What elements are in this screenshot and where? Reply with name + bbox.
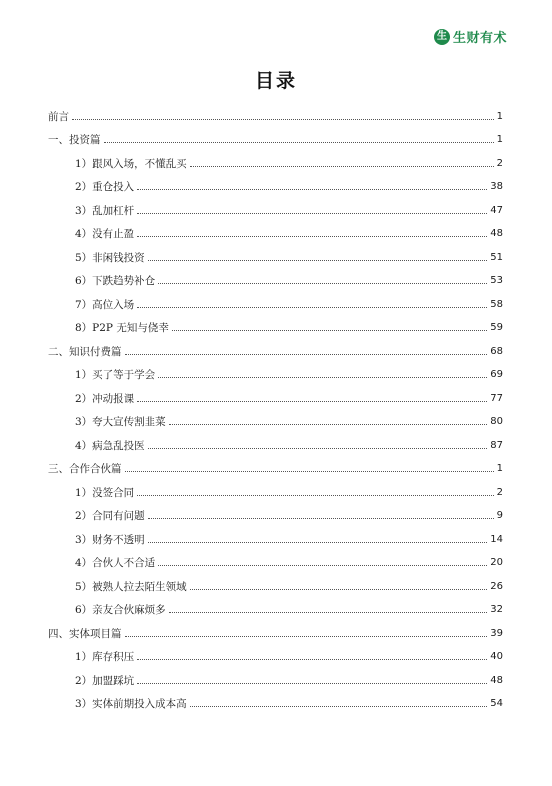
toc-subsection-entry[interactable] [48,241,503,265]
toc-dot-leader [137,213,487,214]
toc-subsection-entry[interactable] [48,312,503,336]
toc-dot-leader [148,542,488,543]
toc-subsection-entry[interactable] [48,171,503,195]
toc-entry-label: 1）跟风入场，不懂乱买 [75,157,187,170]
toc-entry-label: 2）加盟踩坑 [75,674,135,687]
toc-dot-leader [137,189,487,190]
toc-entry-page-number: 69 [490,369,503,380]
toc-entry-page-number: 53 [490,275,503,286]
toc-entry-page-number: 1 [496,463,503,474]
toc-subsection-entry[interactable] [48,547,503,571]
toc-subsection-entry[interactable] [48,429,503,453]
toc-section-entry[interactable] [48,124,503,148]
toc-subsection-entry[interactable] [48,476,503,500]
toc-section-entry[interactable] [48,453,503,477]
toc-subsection-entry[interactable] [48,688,503,712]
toc-subsection-entry[interactable] [48,406,503,430]
toc-entry-page-number: 68 [490,345,503,357]
toc-entry-label: 6）下跌趋势补仓 [75,275,156,287]
toc-entry-label: 3）夸大宣传割韭菜 [75,416,166,428]
toc-entry-page-number: 20 [490,557,503,568]
toc-entry-label: 4）合伙人不合适 [75,557,156,569]
toc-entry-page-number: 1 [496,134,503,145]
toc-subsection-entry[interactable] [48,523,503,547]
toc-dot-leader [190,166,494,167]
toc-entry-label: 5）被熟人拉去陌生领域 [75,580,187,593]
toc-entry-label: 1）没签合同 [75,486,135,499]
toc-entry-page-number: 87 [490,439,503,451]
toc-entry-label: 一、投资篇 [48,134,101,146]
toc-dot-leader [104,142,494,143]
toc-dot-leader [148,518,494,519]
toc-entry-label: 四、实体项目篇 [48,627,122,640]
toc-subsection-entry[interactable] [48,500,503,524]
toc-entry-page-number: 39 [490,627,503,639]
toc-dot-leader [190,706,488,707]
toc-entry-label: 3）财务不透明 [75,533,145,546]
toc-entry-page-number: 9 [496,510,503,521]
toc-entry-label: 8）P2P 无知与侥幸 [75,322,169,334]
toc-entry-label: 二、知识付费篇 [48,345,122,358]
toc-subsection-entry[interactable] [48,218,503,242]
toc-section-entry[interactable] [48,617,503,641]
toc-entry-page-number: 32 [490,604,503,615]
toc-dot-leader [190,589,488,590]
toc-dot-leader [158,565,487,566]
toc-entry-page-number: 54 [490,698,503,709]
brand-logo [434,27,507,46]
toc-entry-label: 2）冲动报课 [75,392,135,405]
toc-subsection-entry[interactable] [48,570,503,594]
toc-subsection-entry[interactable] [48,664,503,688]
toc-subsection-entry[interactable] [48,382,503,406]
toc-entry-label: 三、合作合伙篇 [48,463,122,475]
toc-dot-leader [158,283,487,284]
toc-entry-label: 7）高位入场 [75,298,135,311]
toc-entry-label: 1）库存积压 [75,651,135,663]
toc-dot-leader [125,354,488,355]
toc-subsection-entry[interactable] [48,359,503,383]
toc-entry-page-number: 48 [490,674,503,686]
toc-dot-leader [172,330,487,331]
toc-dot-leader [137,307,487,308]
toc-entry-page-number: 47 [490,204,503,216]
table-of-contents [48,100,503,711]
brand-mark-icon: 生 [434,29,450,45]
toc-dot-leader [148,448,488,449]
toc-dot-leader [72,119,494,120]
toc-entry-page-number: 77 [490,392,503,404]
toc-entry-page-number: 59 [490,322,503,333]
toc-entry-page-number: 1 [496,110,503,122]
toc-entry-page-number: 14 [490,533,503,545]
toc-dot-leader [137,659,487,660]
toc-entry-label: 3）实体前期投入成本高 [75,698,187,710]
toc-entry-page-number: 40 [490,651,503,662]
toc-section-entry[interactable] [48,335,503,359]
toc-entry-page-number: 2 [496,486,503,498]
page-title: 目录 [254,70,297,92]
toc-dot-leader [137,236,487,237]
toc-dot-leader [169,424,488,425]
toc-dot-leader [125,471,494,472]
toc-entry-label: 前言 [48,110,69,123]
toc-section-entry[interactable] [48,100,503,124]
toc-entry-label: 5）非闲钱投资 [75,251,145,264]
toc-dot-leader [137,495,493,496]
toc-dot-leader [125,636,488,637]
toc-subsection-entry[interactable] [48,594,503,618]
toc-entry-page-number: 51 [490,251,503,263]
toc-entry-label: 2）重仓投入 [75,181,135,193]
toc-dot-leader [148,260,488,261]
toc-entry-label: 4）没有止盈 [75,228,135,240]
toc-subsection-entry[interactable] [48,194,503,218]
toc-subsection-entry[interactable] [48,147,503,171]
toc-dot-leader [169,612,488,613]
toc-entry-label: 3）乱加杠杆 [75,204,135,217]
toc-dot-leader [137,683,487,684]
toc-entry-page-number: 2 [496,157,503,169]
toc-entry-label: 1）买了等于学会 [75,369,156,381]
toc-subsection-entry[interactable] [48,641,503,665]
toc-dot-leader [137,401,487,402]
toc-entry-label: 6）亲友合伙麻烦多 [75,604,166,616]
toc-entry-page-number: 80 [490,416,503,427]
toc-entry-page-number: 58 [490,298,503,310]
toc-subsection-entry[interactable] [48,288,503,312]
toc-dot-leader [158,377,487,378]
toc-entry-page-number: 48 [490,228,503,239]
toc-entry-page-number: 38 [490,181,503,192]
toc-entry-page-number: 26 [490,580,503,592]
toc-subsection-entry[interactable] [48,265,503,289]
brand-name: 生财有术 [453,31,508,46]
toc-entry-label: 4）病急乱投医 [75,439,145,452]
toc-entry-label: 2）合同有问题 [75,510,145,522]
